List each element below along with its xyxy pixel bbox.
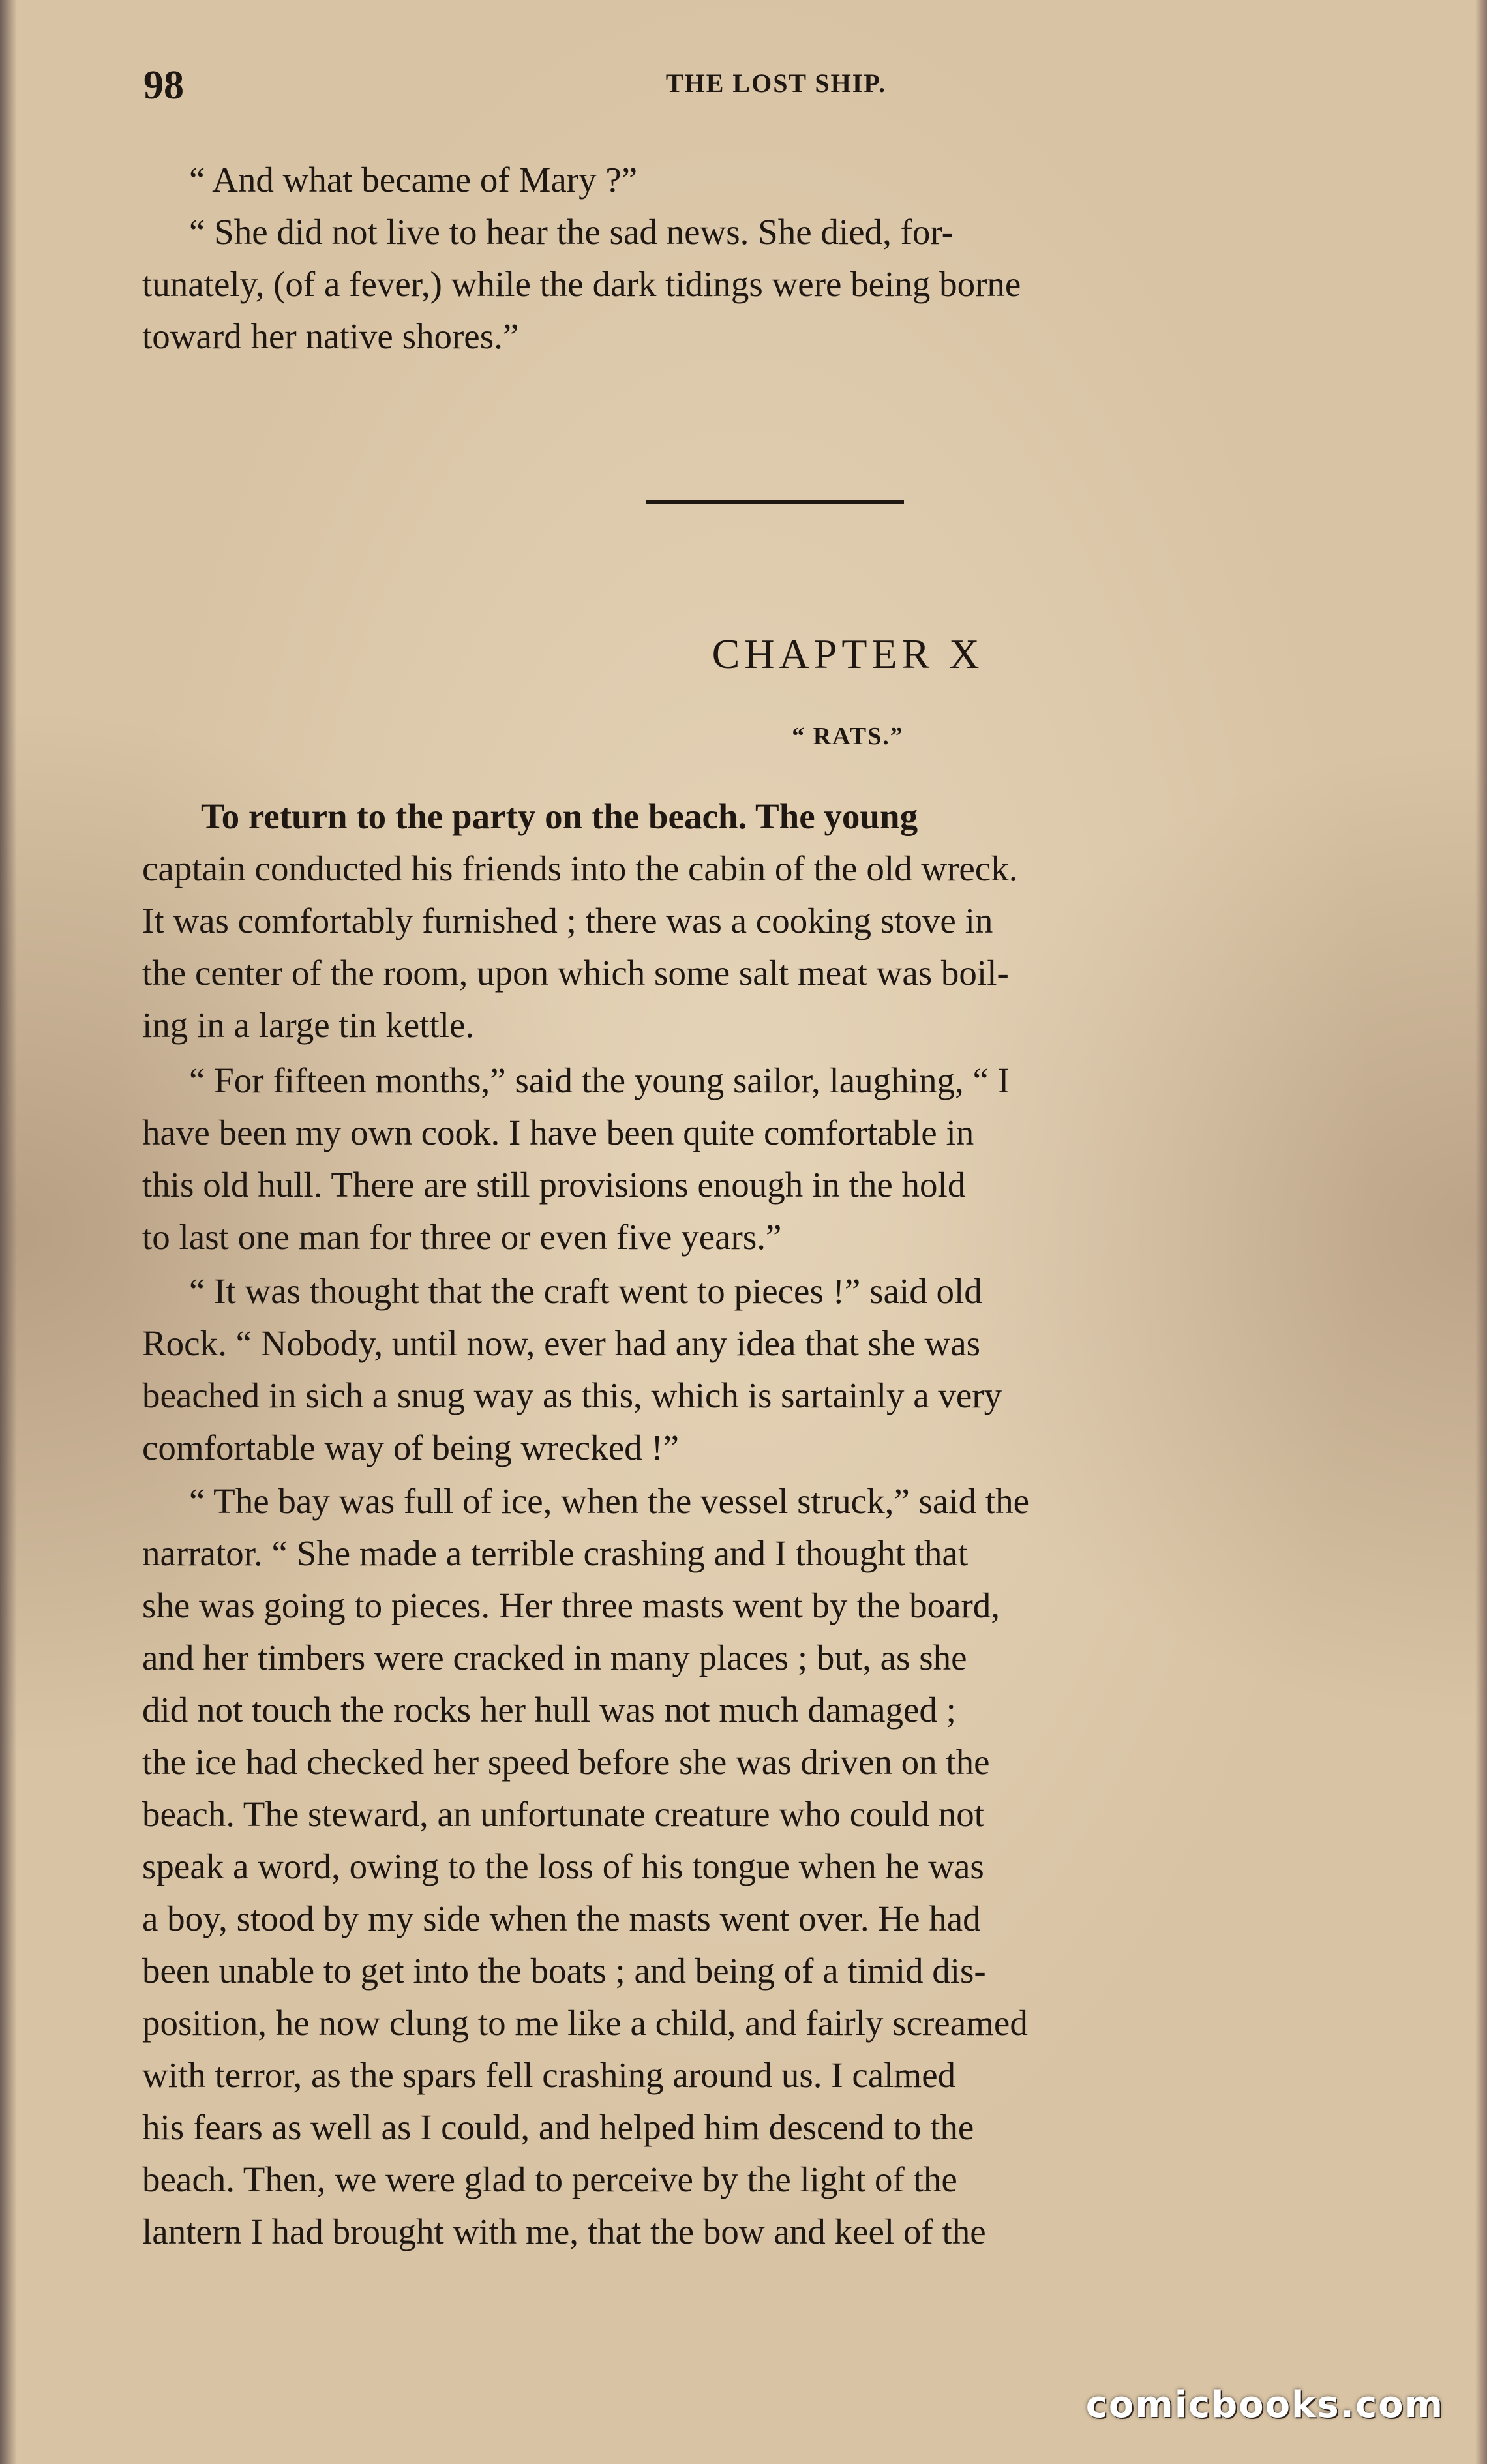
- text-line: “ And what became of Mary ?”: [189, 160, 638, 200]
- chapter-subtitle: “ RATS.”: [792, 723, 904, 750]
- text-line: a boy, stood by my side when the masts went over. He had: [142, 1899, 981, 1938]
- paragraph-mary-answer: [142, 206, 1407, 363]
- text-line: “ It was thought that the craft went to pieces !” said old: [189, 1271, 982, 1311]
- paragraph-return-to-party: [142, 790, 1407, 1051]
- text-line: beached in sich a snug way as this, which is sartainly a very: [142, 1375, 1002, 1415]
- chapter-heading: CHAPTER X: [712, 631, 984, 677]
- section-divider: [646, 500, 904, 504]
- text-line: ing in a large tin kettle.: [142, 1005, 475, 1045]
- text-line: tunately, (of a fever,) while the dark tidings were being borne: [142, 264, 1021, 304]
- page-left-edge: [0, 0, 17, 2464]
- text-line: narrator. “ She made a terrible crashing and I thought that: [142, 1533, 969, 1573]
- text-line: comfortable way of being wrecked !”: [142, 1428, 680, 1467]
- text-line: to last one man for three or even five years.”: [142, 1217, 782, 1257]
- text-line: she was going to pieces. Her three masts went by the board,: [142, 1585, 1000, 1625]
- site-watermark: comicbooks.com: [1085, 2384, 1444, 2426]
- text-line: the center of the room, upon which some salt meat was boil-: [142, 953, 1009, 993]
- page-header: [143, 63, 1409, 121]
- text-line: To return to the party on the beach. The young: [201, 796, 918, 836]
- text-line: with terror, as the spars fell crashing around us. I calmed: [142, 2055, 956, 2095]
- text-line: Rock. “ Nobody, until now, ever had any idea that she was: [142, 1323, 981, 1363]
- text-line: “ She did not live to hear the sad news. She died, for-: [189, 212, 954, 252]
- running-head: THE LOST SHIP.: [665, 68, 887, 98]
- text-line: been unable to get into the boats ; and being of a timid dis-: [142, 1951, 986, 1991]
- text-line: lantern I had brought with me, that the bow and keel of the: [142, 2212, 986, 2251]
- page-right-edge: [1475, 0, 1487, 2464]
- paragraph-mary-question: [142, 154, 1407, 206]
- paragraph-fifteen-months: [142, 1055, 1407, 1263]
- text-line: speak a word, owing to the loss of his tongue when he was: [142, 1846, 984, 1886]
- paragraph-bay-full-of-ice: [142, 1475, 1407, 2258]
- text-line: and her timbers were cracked in many places ; but, as she: [142, 1638, 967, 1677]
- text-line: “ For fifteen months,” said the young sailor, laughing, “ I: [189, 1060, 1010, 1100]
- text-line: “ The bay was full of ice, when the vessel struck,” said the: [189, 1481, 1030, 1521]
- text-line: position, he now clung to me like a child, and fairly screamed: [142, 2003, 1028, 2043]
- text-line: did not touch the rocks her hull was not much damaged ;: [142, 1690, 956, 1730]
- text-line: his fears as well as I could, and helped him descend to the: [142, 2107, 974, 2147]
- text-line: It was comfortably furnished ; there was a cooking stove in: [142, 901, 993, 940]
- text-line: beach. The steward, an unfortunate creature who could not: [142, 1794, 984, 1834]
- page-number: 98: [143, 63, 184, 108]
- text-line: beach. Then, we were glad to perceive by the light of the: [142, 2159, 957, 2199]
- paragraph-craft-pieces: [142, 1265, 1407, 1474]
- text-line: toward her native shores.”: [142, 316, 519, 356]
- text-line: the ice had checked her speed before she was driven on the: [142, 1742, 990, 1782]
- text-line: captain conducted his friends into the cabin of the old wreck.: [142, 849, 1018, 888]
- text-line: have been my own cook. I have been quite comfortable in: [142, 1113, 974, 1152]
- text-line: this old hull. There are still provisions enough in the hold: [142, 1165, 966, 1205]
